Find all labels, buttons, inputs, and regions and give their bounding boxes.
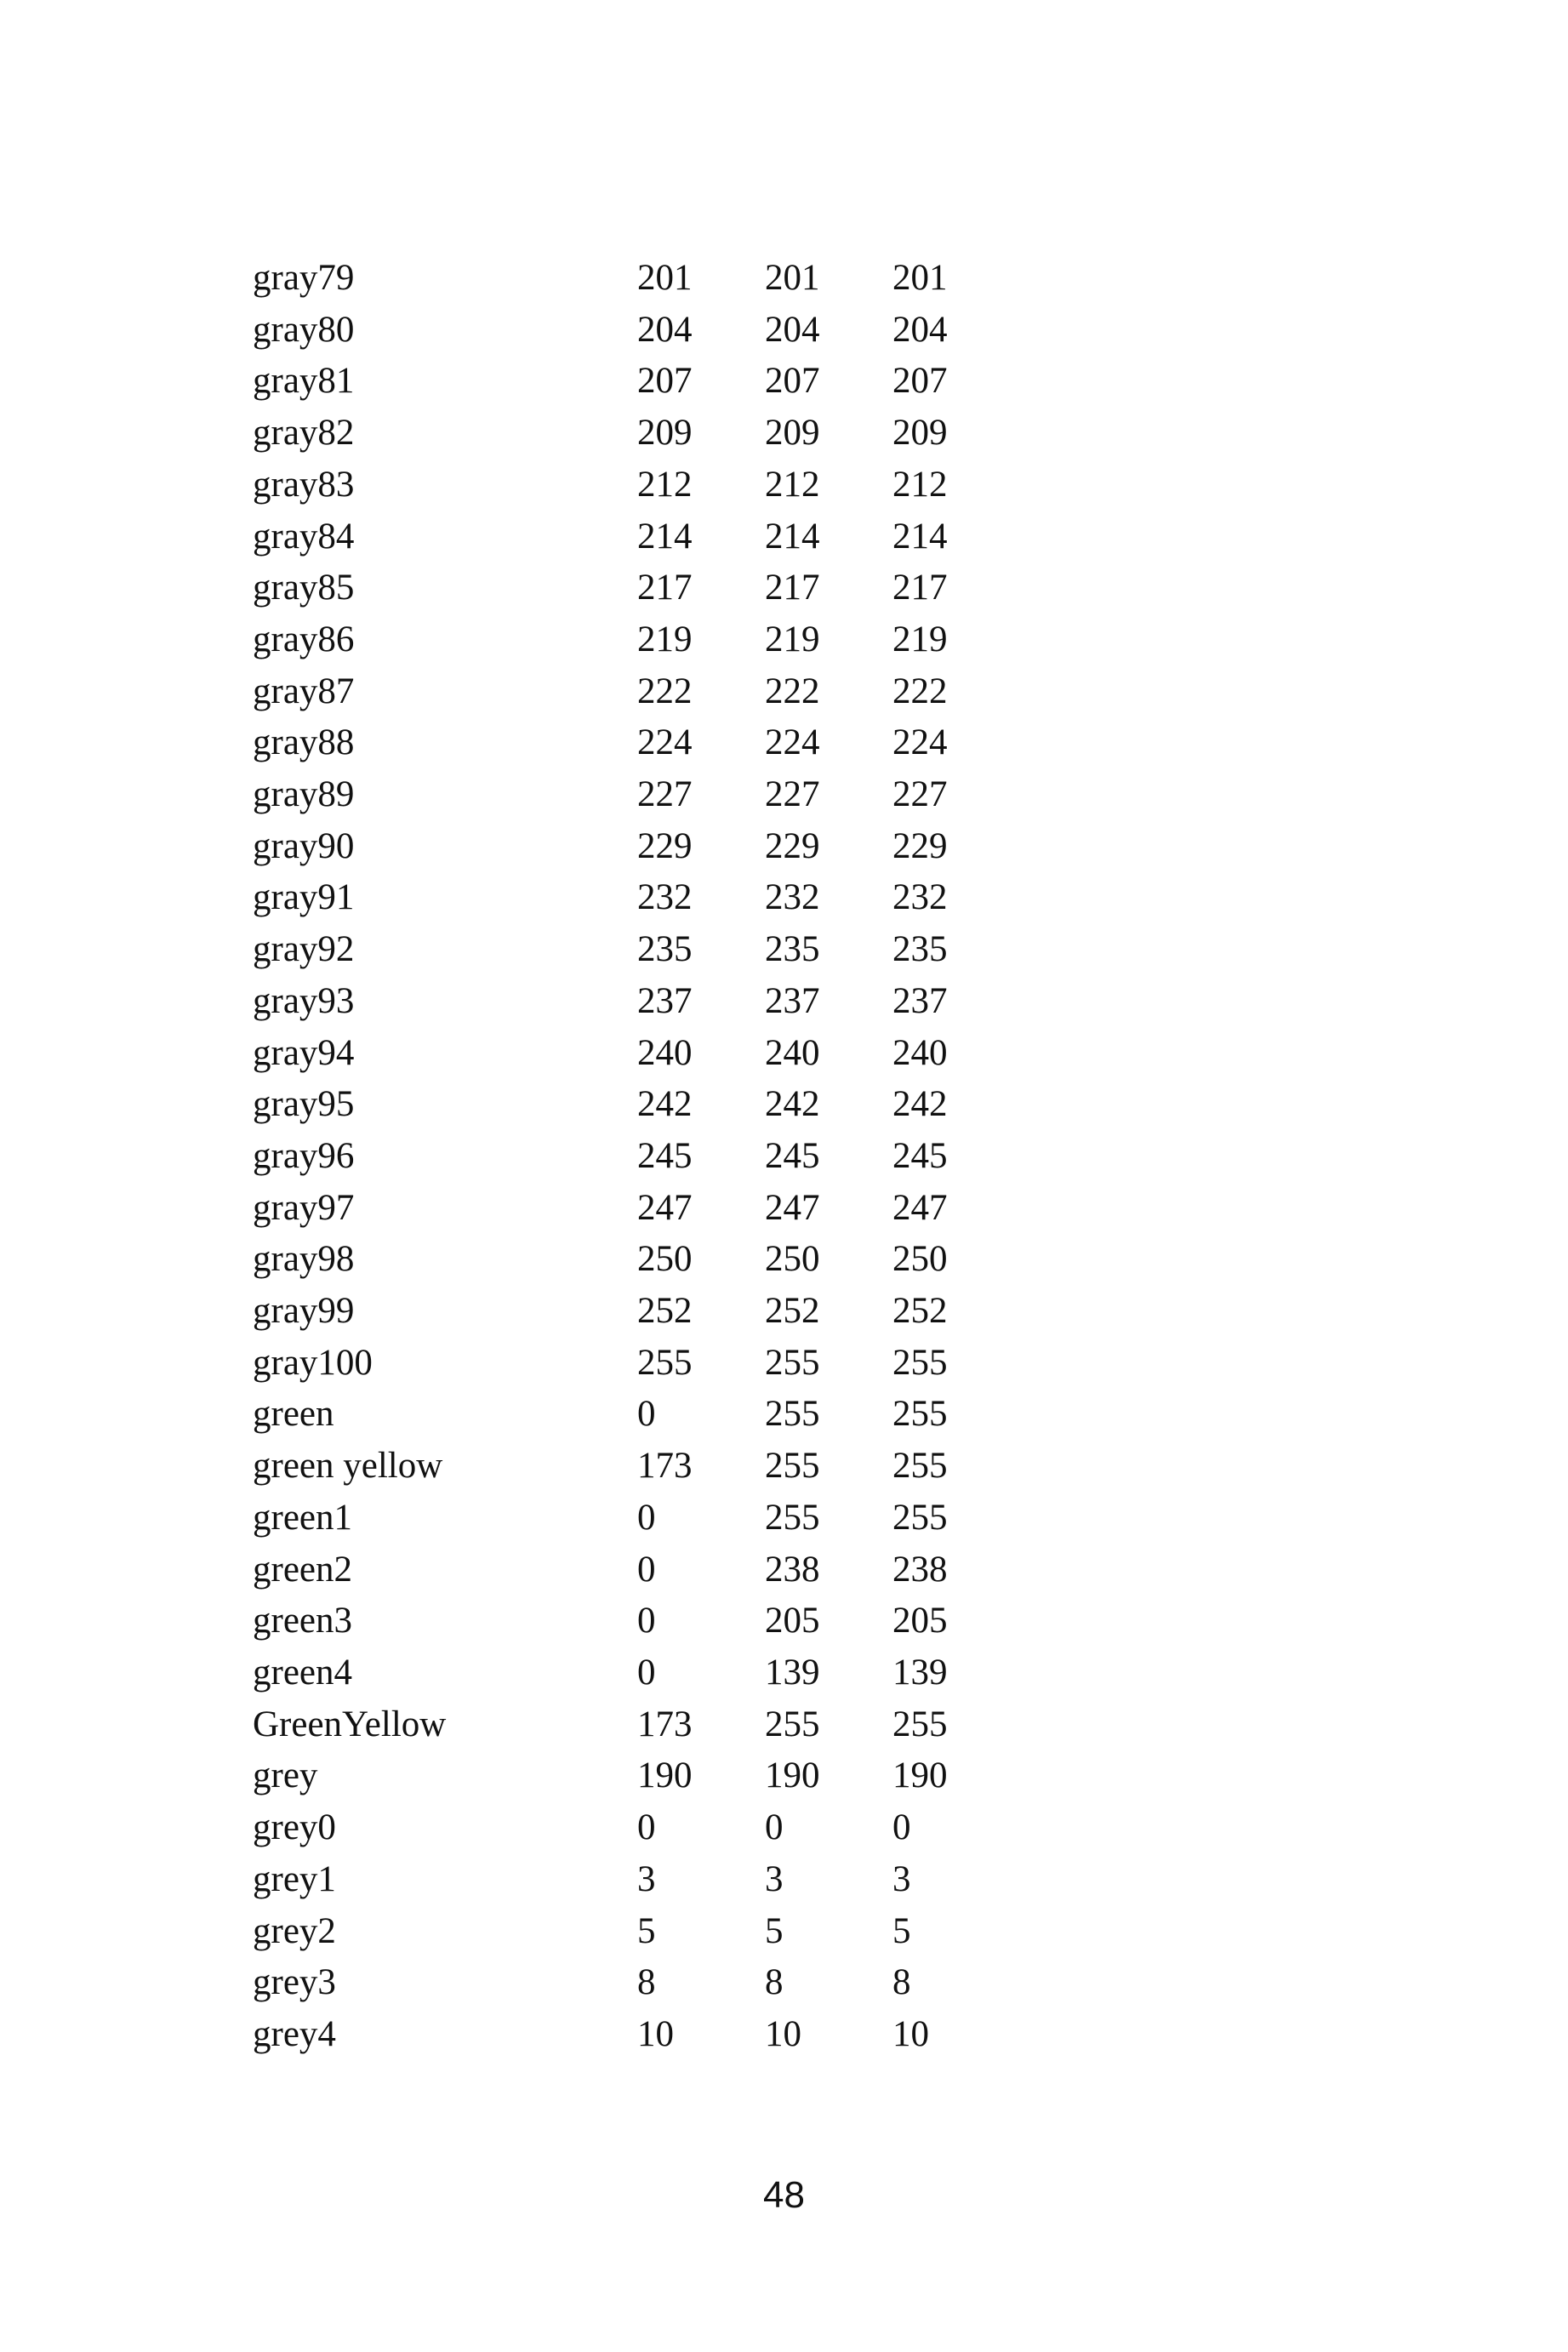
green-value-cell: 255: [765, 1446, 820, 1487]
blue-value-cell: 232: [892, 877, 948, 918]
green-value-cell: 3: [765, 1858, 784, 1899]
green-value-cell: 252: [765, 1291, 820, 1332]
blue-value-cell: 255: [892, 1342, 948, 1383]
table-row: [253, 1493, 1018, 1544]
blue-value-cell: 255: [892, 1704, 948, 1744]
table-row: [253, 1131, 1018, 1183]
green-value-cell: 255: [765, 1704, 820, 1744]
red-value-cell: 207: [637, 361, 693, 402]
color-name-cell: gray94: [253, 1032, 355, 1073]
color-name-cell: green: [253, 1394, 334, 1435]
table-row: [253, 253, 1018, 305]
green-value-cell: 5: [765, 1910, 784, 1951]
red-value-cell: 173: [637, 1704, 693, 1744]
blue-value-cell: 204: [892, 309, 948, 350]
red-value-cell: 232: [637, 877, 693, 918]
blue-value-cell: 242: [892, 1084, 948, 1125]
green-value-cell: 214: [765, 516, 820, 557]
color-table: [253, 253, 1018, 2061]
red-value-cell: 237: [637, 980, 693, 1021]
color-name-cell: gray87: [253, 671, 355, 711]
green-value-cell: 255: [765, 1497, 820, 1538]
red-value-cell: 242: [637, 1084, 693, 1125]
blue-value-cell: 207: [892, 361, 948, 402]
red-value-cell: 0: [637, 1394, 656, 1435]
color-name-cell: gray95: [253, 1084, 355, 1125]
color-name-cell: gray79: [253, 258, 355, 298]
red-value-cell: 217: [637, 568, 693, 608]
color-name-cell: gray83: [253, 464, 355, 505]
table-row: [253, 1234, 1018, 1286]
blue-value-cell: 205: [892, 1601, 948, 1641]
blue-value-cell: 240: [892, 1032, 948, 1073]
table-row: [253, 1854, 1018, 1906]
green-value-cell: 10: [765, 2013, 801, 2054]
table-row: [253, 356, 1018, 408]
color-name-cell: gray98: [253, 1239, 355, 1280]
red-value-cell: 214: [637, 516, 693, 557]
color-name-cell: gray82: [253, 413, 355, 454]
table-row: [253, 666, 1018, 718]
color-name-cell: gray90: [253, 825, 355, 866]
green-value-cell: 247: [765, 1187, 820, 1228]
table-row: [253, 2009, 1018, 2061]
blue-value-cell: 190: [892, 1755, 948, 1796]
red-value-cell: 240: [637, 1032, 693, 1073]
color-name-cell: gray93: [253, 980, 355, 1021]
table-row: [253, 1802, 1018, 1854]
green-value-cell: 224: [765, 722, 820, 763]
color-name-cell: GreenYellow: [253, 1704, 447, 1744]
green-value-cell: 212: [765, 464, 820, 505]
blue-value-cell: 227: [892, 774, 948, 815]
blue-value-cell: 224: [892, 722, 948, 763]
color-name-cell: gray92: [253, 929, 355, 970]
table-row: [253, 1647, 1018, 1699]
table-row: [253, 976, 1018, 1028]
blue-value-cell: 255: [892, 1446, 948, 1487]
table-row: [253, 408, 1018, 460]
green-value-cell: 235: [765, 929, 820, 970]
table-row: [253, 614, 1018, 666]
color-name-cell: gray86: [253, 619, 355, 659]
color-name-cell: grey: [253, 1755, 318, 1796]
table-row: [253, 769, 1018, 821]
table-row: [253, 924, 1018, 976]
green-value-cell: 242: [765, 1084, 820, 1125]
color-name-cell: gray88: [253, 722, 355, 763]
table-row: [253, 717, 1018, 769]
table-row: [253, 1183, 1018, 1235]
table-row: [253, 1338, 1018, 1390]
red-value-cell: 5: [637, 1910, 656, 1951]
green-value-cell: 217: [765, 568, 820, 608]
red-value-cell: 204: [637, 309, 693, 350]
red-value-cell: 209: [637, 413, 693, 454]
blue-value-cell: 235: [892, 929, 948, 970]
color-name-cell: grey3: [253, 1962, 336, 2003]
red-value-cell: 224: [637, 722, 693, 763]
red-value-cell: 212: [637, 464, 693, 505]
color-name-cell: gray85: [253, 568, 355, 608]
green-value-cell: 238: [765, 1549, 820, 1590]
table-row: [253, 1544, 1018, 1596]
green-value-cell: 219: [765, 619, 820, 659]
color-name-cell: gray91: [253, 877, 355, 918]
red-value-cell: 222: [637, 671, 693, 711]
color-name-cell: grey4: [253, 2013, 336, 2054]
table-row: [253, 1286, 1018, 1338]
red-value-cell: 247: [637, 1187, 693, 1228]
color-name-cell: gray100: [253, 1342, 373, 1383]
color-name-cell: grey1: [253, 1858, 336, 1899]
red-value-cell: 201: [637, 258, 693, 298]
blue-value-cell: 237: [892, 980, 948, 1021]
color-name-cell: green2: [253, 1549, 352, 1590]
color-name-cell: gray84: [253, 516, 355, 557]
blue-value-cell: 3: [892, 1858, 911, 1899]
green-value-cell: 190: [765, 1755, 820, 1796]
table-row: [253, 872, 1018, 924]
red-value-cell: 173: [637, 1446, 693, 1487]
color-name-cell: grey2: [253, 1910, 336, 1951]
red-value-cell: 3: [637, 1858, 656, 1899]
table-row: [253, 305, 1018, 357]
green-value-cell: 250: [765, 1239, 820, 1280]
color-name-cell: grey0: [253, 1807, 336, 1848]
color-name-cell: green yellow: [253, 1446, 443, 1487]
table-row: [253, 1028, 1018, 1080]
green-value-cell: 0: [765, 1807, 784, 1848]
red-value-cell: 229: [637, 825, 693, 866]
color-name-cell: gray99: [253, 1291, 355, 1332]
blue-value-cell: 238: [892, 1549, 948, 1590]
red-value-cell: 245: [637, 1135, 693, 1176]
red-value-cell: 252: [637, 1291, 693, 1332]
color-name-cell: green3: [253, 1601, 352, 1641]
red-value-cell: 235: [637, 929, 693, 970]
red-value-cell: 190: [637, 1755, 693, 1796]
red-value-cell: 0: [637, 1601, 656, 1641]
color-name-cell: green4: [253, 1652, 352, 1693]
table-row: [253, 562, 1018, 614]
green-value-cell: 205: [765, 1601, 820, 1641]
table-row: [253, 1750, 1018, 1802]
blue-value-cell: 252: [892, 1291, 948, 1332]
table-row: [253, 1079, 1018, 1131]
color-name-cell: gray96: [253, 1135, 355, 1176]
table-row: [253, 511, 1018, 563]
green-value-cell: 209: [765, 413, 820, 454]
color-name-cell: gray81: [253, 361, 355, 402]
blue-value-cell: 245: [892, 1135, 948, 1176]
green-value-cell: 232: [765, 877, 820, 918]
blue-value-cell: 5: [892, 1910, 911, 1951]
blue-value-cell: 10: [892, 2013, 929, 2054]
green-value-cell: 227: [765, 774, 820, 815]
color-name-cell: gray89: [253, 774, 355, 815]
blue-value-cell: 201: [892, 258, 948, 298]
table-row: [253, 1596, 1018, 1647]
green-value-cell: 222: [765, 671, 820, 711]
color-name-cell: gray97: [253, 1187, 355, 1228]
red-value-cell: 0: [637, 1652, 656, 1693]
blue-value-cell: 222: [892, 671, 948, 711]
blue-value-cell: 217: [892, 568, 948, 608]
blue-value-cell: 219: [892, 619, 948, 659]
green-value-cell: 8: [765, 1962, 784, 2003]
blue-value-cell: 247: [892, 1187, 948, 1228]
green-value-cell: 207: [765, 361, 820, 402]
red-value-cell: 0: [637, 1497, 656, 1538]
red-value-cell: 219: [637, 619, 693, 659]
blue-value-cell: 8: [892, 1962, 911, 2003]
red-value-cell: 227: [637, 774, 693, 815]
table-row: [253, 1441, 1018, 1493]
table-row: [253, 1699, 1018, 1751]
color-name-cell: gray80: [253, 309, 355, 350]
blue-value-cell: 250: [892, 1239, 948, 1280]
blue-value-cell: 255: [892, 1394, 948, 1435]
table-row: [253, 1389, 1018, 1441]
green-value-cell: 201: [765, 258, 820, 298]
green-value-cell: 255: [765, 1394, 820, 1435]
green-value-cell: 204: [765, 309, 820, 350]
red-value-cell: 10: [637, 2013, 674, 2054]
blue-value-cell: 0: [892, 1807, 911, 1848]
red-value-cell: 0: [637, 1549, 656, 1590]
table-row: [253, 821, 1018, 873]
page-number: 48: [763, 2174, 805, 2216]
green-value-cell: 240: [765, 1032, 820, 1073]
red-value-cell: 255: [637, 1342, 693, 1383]
red-value-cell: 0: [637, 1807, 656, 1848]
color-table-body: [253, 253, 1018, 2061]
blue-value-cell: 229: [892, 825, 948, 866]
green-value-cell: 229: [765, 825, 820, 866]
green-value-cell: 245: [765, 1135, 820, 1176]
table-row: [253, 1906, 1018, 1958]
blue-value-cell: 212: [892, 464, 948, 505]
blue-value-cell: 255: [892, 1497, 948, 1538]
color-name-cell: green1: [253, 1497, 352, 1538]
green-value-cell: 255: [765, 1342, 820, 1383]
green-value-cell: 237: [765, 980, 820, 1021]
blue-value-cell: 209: [892, 413, 948, 454]
table-row: [253, 1957, 1018, 2009]
green-value-cell: 139: [765, 1652, 820, 1693]
blue-value-cell: 214: [892, 516, 948, 557]
blue-value-cell: 139: [892, 1652, 948, 1693]
red-value-cell: 250: [637, 1239, 693, 1280]
table-row: [253, 460, 1018, 511]
red-value-cell: 8: [637, 1962, 656, 2003]
